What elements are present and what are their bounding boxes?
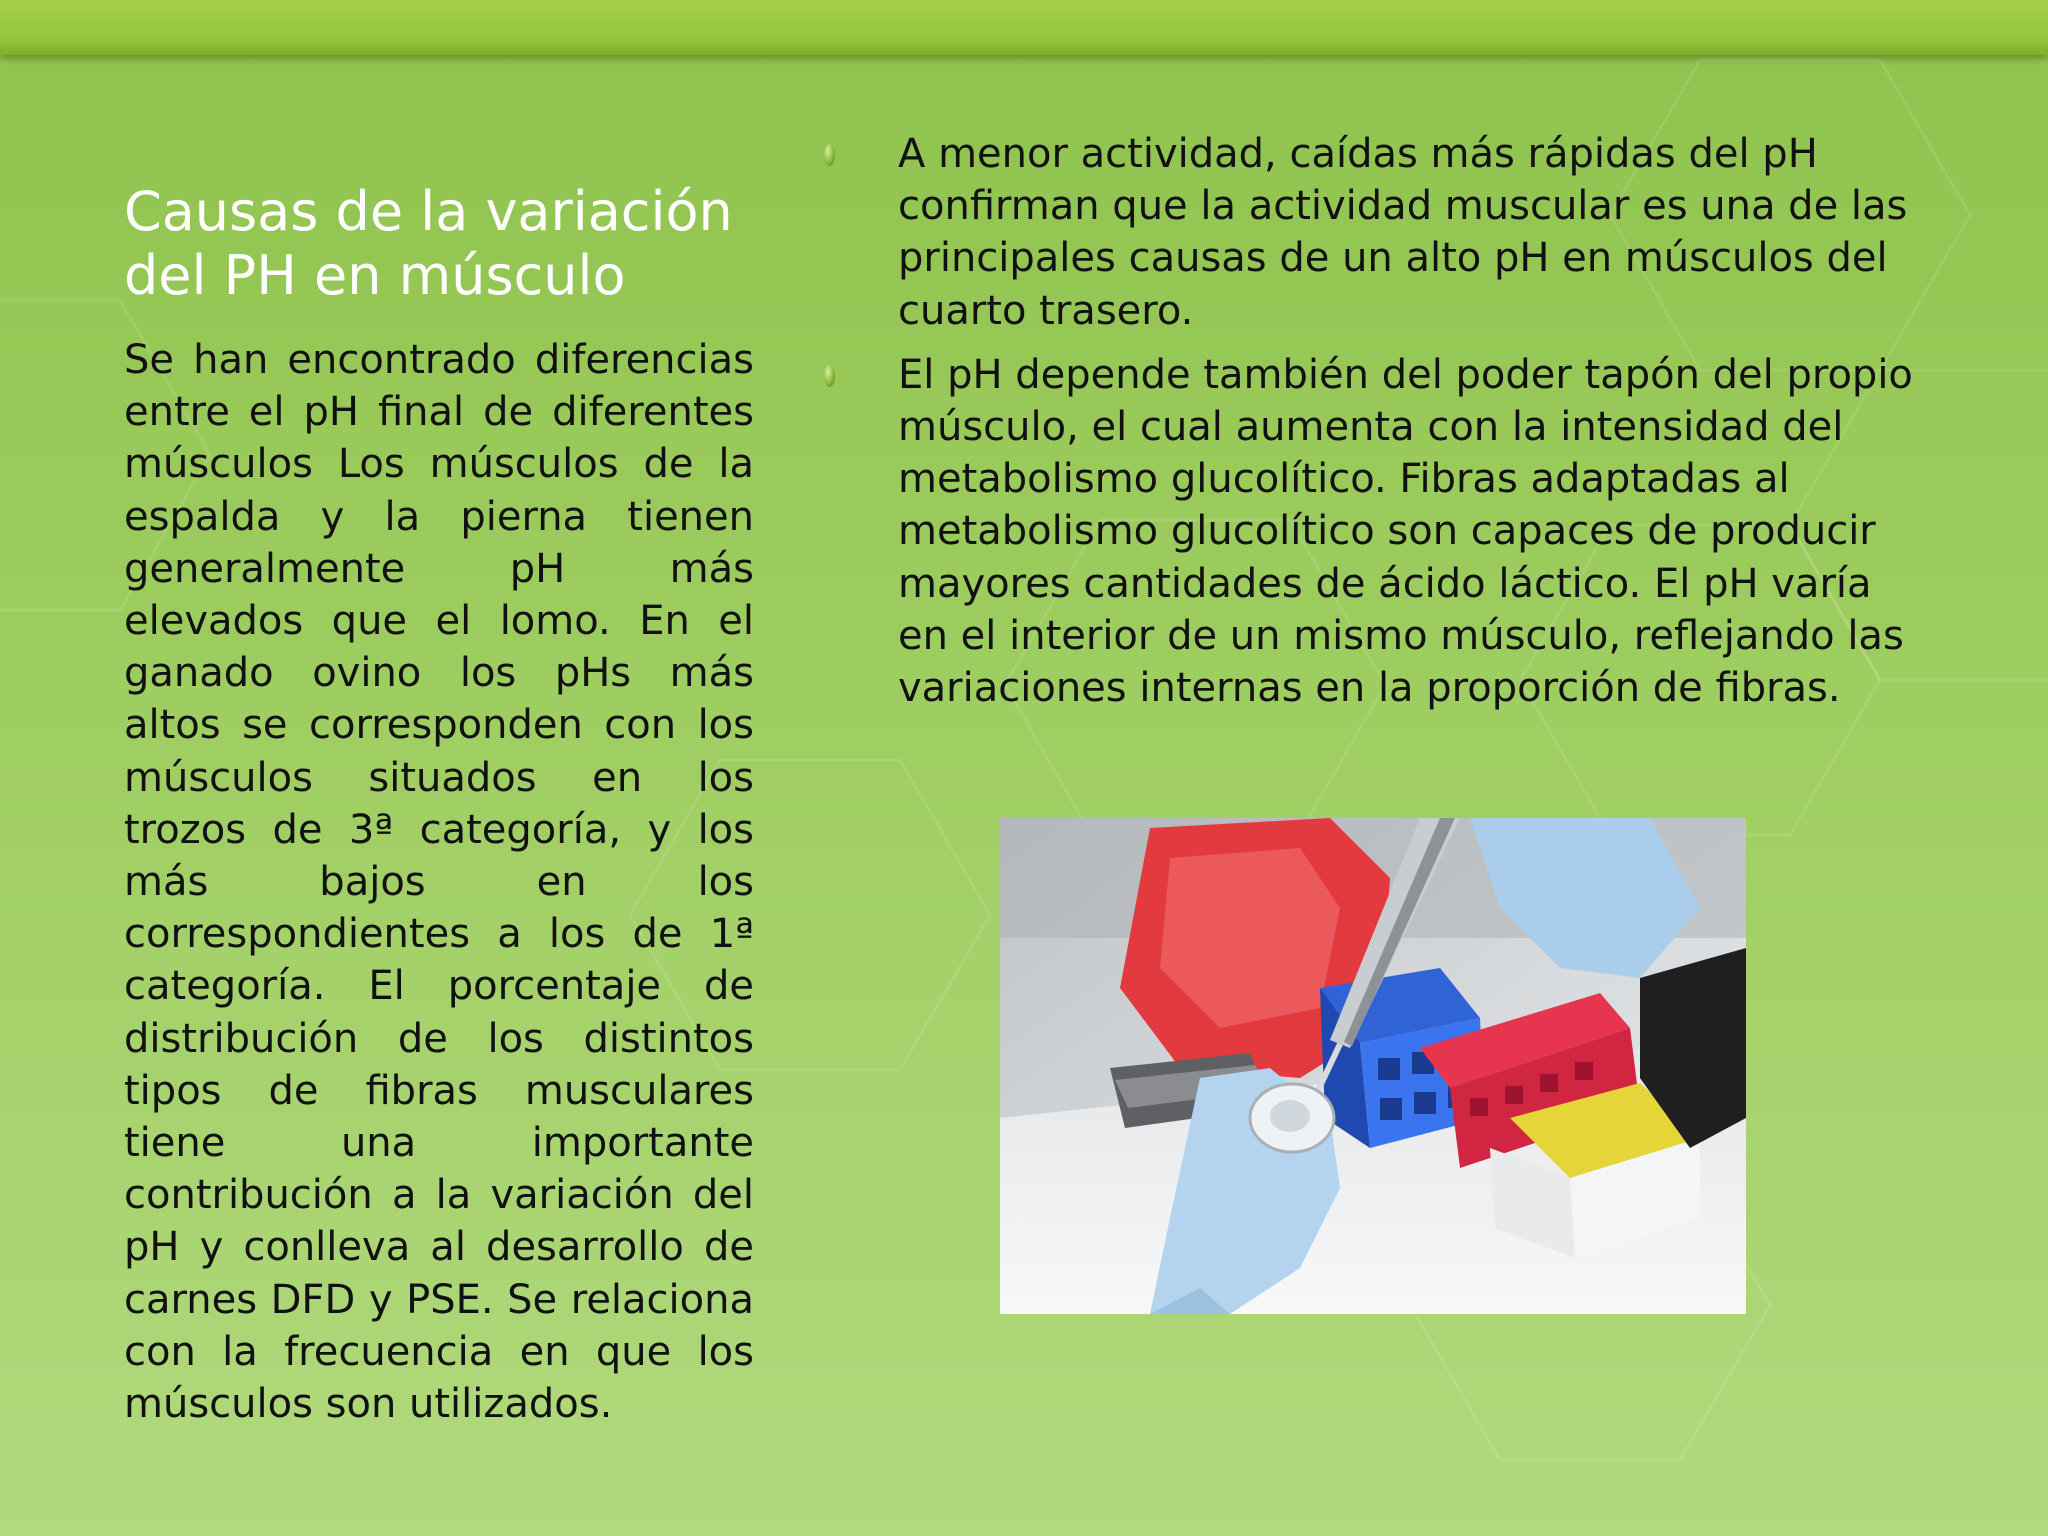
bullet-item xyxy=(820,128,1920,337)
lab-photo-illustration xyxy=(1000,818,1746,1314)
bullet-text: A menor actividad, caídas más rápidas del pH confirman que la actividad muscular es una de las principales causas de un alto pH en músculos del cuarto trasero. xyxy=(898,131,1908,334)
bullet-item xyxy=(820,349,1920,714)
top-accent-bar xyxy=(0,0,2048,55)
bullet-list xyxy=(820,128,1920,726)
bullet-text: El pH depende también del poder tapón del propio músculo, el cual aumenta con la intensidad del metabolismo glucolítico. Fibras adaptadas al metabolismo glucolítico son capaces de producir mayores cantidades de ácido láctico. El pH varía en el interior de un mismo músculo, reflejando las variaciones internas en la proporción de fibras. xyxy=(898,351,1913,712)
left-body-text: Se han encontrado diferencias entre el pH final de diferentes músculos Los músculos de la espalda y la pierna tienen generalmente pH más elevados que el lomo. En el ganado ovino los pHs más altos se corresponden con los músculos situados en los trozos de 3ª categoría, y los más bajos en los correspondientes a los de 1ª categoría. El porcentaje de distribución de los distintos tipos de fibras musculares tiene una importante contribución a la variación del pH y conlleva al desarrollo de carnes DFD y PSE. Se relaciona con la frecuencia en que los músculos son utilizados. xyxy=(124,337,754,1428)
lab-pipette-photo xyxy=(1000,818,1746,1314)
slide-title: Causas de la variación del PH en músculo xyxy=(124,180,733,307)
bullet-dot-icon xyxy=(824,365,835,387)
bullet-dot-icon xyxy=(824,144,835,166)
